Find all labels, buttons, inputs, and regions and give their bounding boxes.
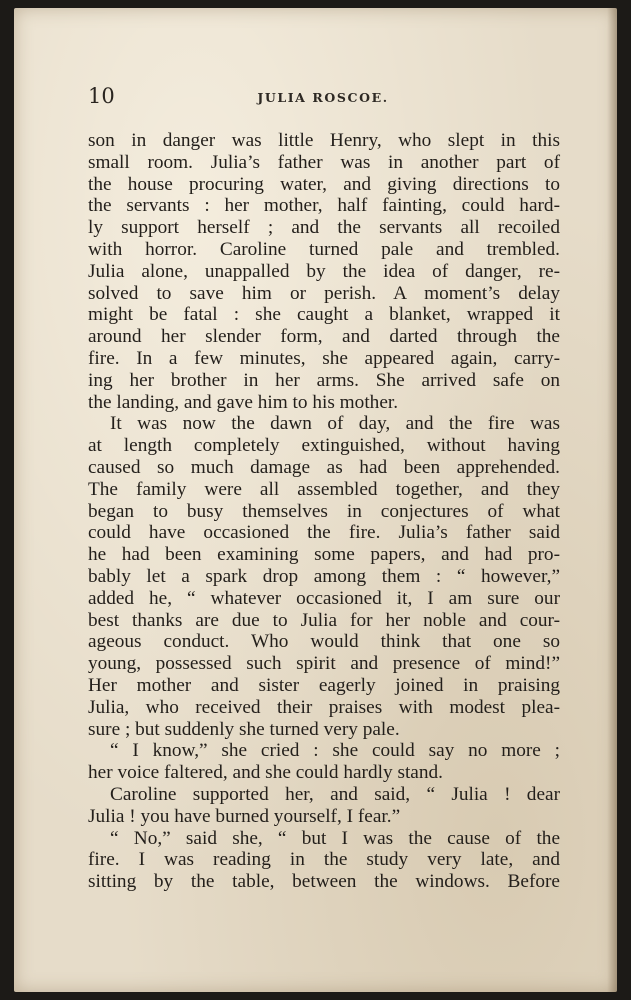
text-line: he had been examining some papers, and had pro- <box>88 544 560 566</box>
text-line: solved to save him or perish. A moment’s delay <box>88 282 560 304</box>
text-line: at length completely extinguished, without having <box>88 435 560 457</box>
text-line: ageous conduct. Who would think that one so <box>88 631 560 653</box>
text-line: Julia alone, unappalled by the idea of danger, re- <box>88 260 560 282</box>
text-line: best thanks are due to Julia for her noble and cour- <box>88 609 560 631</box>
text-line: could have occasioned the fire. Julia’s father said <box>88 522 560 544</box>
text-line: ly support herself ; and the servants all recoiled <box>88 217 560 239</box>
text-line: caused so much damage as had been apprehended. <box>88 456 560 478</box>
page-header <box>88 84 558 114</box>
text-line: son in danger was little Henry, who slept in this <box>88 130 560 151</box>
text-line: fire. I was reading in the study very late, and <box>88 849 560 871</box>
book-page <box>14 8 617 992</box>
text-line: around her slender form, and darted through the <box>88 326 560 348</box>
text-line: Her mother and sister eagerly joined in praising <box>88 674 560 696</box>
text-line: the house procuring water, and giving directions to <box>88 173 560 195</box>
text-line: added he, “ whatever occasioned it, I am sure our <box>88 587 560 609</box>
text-line: the landing, and gave him to his mother. <box>88 391 399 413</box>
text-line: The family were all assembled together, and they <box>88 478 560 500</box>
text-line: It was now the dawn of day, and the fire was <box>110 413 560 435</box>
page-number: 10 <box>88 84 115 108</box>
text-line: “ No,” said she, “ but I was the cause of the <box>110 827 560 849</box>
text-line: small room. Julia’s father was in another part of <box>88 151 560 173</box>
text-line: fire. In a few minutes, she appeared again, carry- <box>88 347 560 369</box>
text-line: “ I know,” she cried : she could say no more ; <box>110 740 560 762</box>
text-line: her voice faltered, and she could hardly stand. <box>88 762 443 784</box>
body-text <box>88 130 560 893</box>
text-line: Julia ! you have burned yourself, I fear.” <box>88 805 401 827</box>
text-line: ing her brother in her arms. She arrived safe on <box>88 369 560 391</box>
text-line: bably let a spark drop among them : “ however,” <box>88 565 560 587</box>
text-line: Julia, who received their praises with modest plea- <box>88 696 560 718</box>
text-line: the servants : her mother, half fainting, could hard- <box>88 195 560 217</box>
text-line: sure ; but suddenly she turned very pale. <box>88 718 400 740</box>
text-line: began to busy themselves in conjectures of what <box>88 500 560 522</box>
text-line: with horror. Caroline turned pale and trembled. <box>88 238 560 260</box>
running-head: JULIA ROSCOE. <box>257 90 389 105</box>
text-line: might be fatal : she caught a blanket, wrapped it <box>88 304 560 326</box>
text-line: young, possessed such spirit and presence of mind!” <box>88 653 560 675</box>
page-edge-shadow <box>607 8 617 992</box>
text-line: Caroline supported her, and said, “ Julia ! dear <box>110 783 560 805</box>
text-line: sitting by the table, between the windows. Before <box>88 871 560 893</box>
